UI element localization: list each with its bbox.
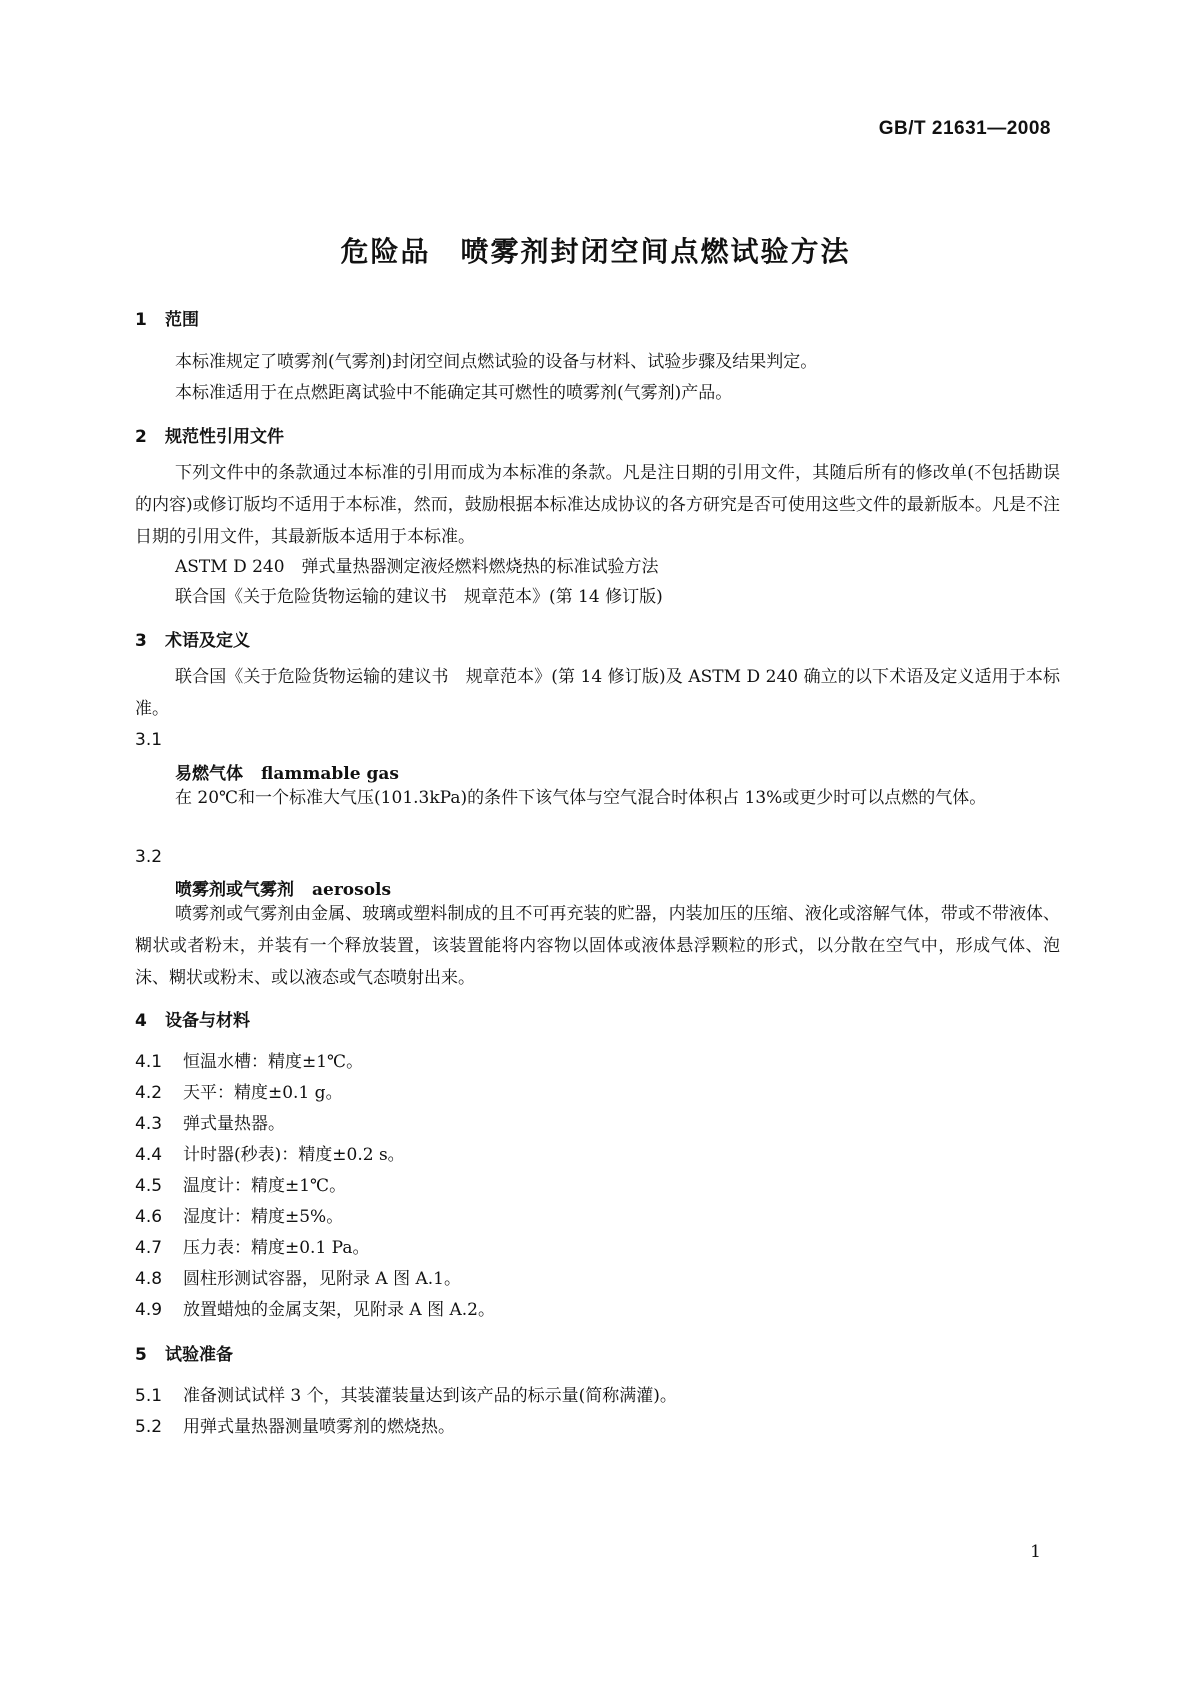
section-title: 设备与材料 (165, 1011, 250, 1031)
term-english: flammable gas (261, 764, 399, 784)
item-number: 4.2 (135, 1083, 163, 1103)
section-number: 3 (135, 631, 147, 651)
item-text: 湿度计：精度±5%。 (183, 1207, 344, 1227)
list-item (135, 1140, 405, 1165)
section-1-heading (135, 305, 199, 330)
section-title: 试验准备 (165, 1345, 233, 1365)
term-chinese: 喷雾剂或气雾剂 (175, 880, 294, 900)
term-3-1-heading (175, 759, 399, 784)
section-5-heading (135, 1340, 233, 1365)
standard-number: GB/T 21631—2008 (878, 118, 1051, 139)
list-item (135, 1264, 461, 1289)
reference-astm: ASTM D 240 弹式量热器测定液烃燃料燃烧热的标准试验方法 (175, 557, 659, 577)
item-text: 准备测试试样 3 个，其装灌装量达到该产品的标示量(简称满灌)。 (183, 1386, 677, 1406)
item-text: 压力表：精度±0.1 Pa。 (183, 1238, 370, 1258)
section-title: 术语及定义 (165, 631, 250, 651)
section-number: 5 (135, 1345, 147, 1365)
list-item (135, 1047, 363, 1072)
item-text: 用弹式量热器测量喷雾剂的燃烧热。 (183, 1417, 455, 1437)
item-number: 4.7 (135, 1238, 163, 1258)
section-number: 1 (135, 310, 147, 330)
item-number: 4.4 (135, 1145, 163, 1165)
item-number: 4.8 (135, 1269, 163, 1289)
list-item (135, 1171, 346, 1196)
item-text: 计时器(秒表)：精度±0.2 s。 (183, 1145, 405, 1165)
item-number: 4.1 (135, 1052, 163, 1072)
section-3-paragraph: 联合国《关于危险货物运输的建议书 规章范本》(第 14 修订版)及 ASTM D 240 确立的以下术语及定义适用于本标准。 (135, 667, 1060, 719)
item-number: 4.6 (135, 1207, 163, 1227)
term-3-2-heading (175, 875, 391, 900)
reference-un: 联合国《关于危险货物运输的建议书 规章范本》(第 14 修订版) (175, 587, 663, 607)
item-number: 5.1 (135, 1386, 163, 1406)
list-item (135, 1202, 343, 1227)
term-3-2-definition: 喷雾剂或气雾剂由金属、玻璃或塑料制成的且不可再充装的贮器，内装加压的压缩、液化或溶解气体，带或不带液体、糊状或者粉末，并装有一个释放装置，该装置能将内容物以固体或液体悬浮颗粒的形式，以分散在空气中，形成气体、泡沫、糊状或粉末、或以液态或气态喷射出来。 (135, 904, 1060, 988)
list-item (135, 1412, 455, 1437)
item-number: 5.2 (135, 1417, 163, 1437)
term-english: aerosols (312, 880, 392, 900)
section-2-paragraph: 下列文件中的条款通过本标准的引用而成为本标准的条款。凡是注日期的引用文件，其随后所有的修改单(不包括勘误的内容)或修订版均不适用于本标准，然而，鼓励根据本标准达成协议的各方研究是否可使用这些文件的最新版本。凡是不注日期的引用文件，其最新版本适用于本标准。 (135, 463, 1060, 547)
section-4-heading (135, 1006, 250, 1031)
term-chinese: 易燃气体 (175, 764, 243, 784)
list-item (135, 1233, 370, 1258)
section-number: 2 (135, 427, 147, 447)
section-2-heading (135, 422, 284, 447)
section-number: 4 (135, 1011, 147, 1031)
item-text: 弹式量热器。 (183, 1114, 285, 1134)
term-3-1-definition: 在 20℃和一个标准大气压(101.3kPa)的条件下该气体与空气混合时体积占 13%或更少时可以点燃的气体。 (175, 788, 987, 808)
section-1-paragraph-1: 本标准规定了喷雾剂(气雾剂)封闭空间点燃试验的设备与材料、试验步骤及结果判定。 (175, 352, 818, 372)
item-text: 放置蜡烛的金属支架，见附录 A 图 A.2。 (183, 1300, 495, 1320)
list-item (135, 1295, 495, 1320)
list-item (135, 1109, 285, 1134)
item-text: 温度计：精度±1℃。 (183, 1176, 347, 1196)
term-3-2-number: 3.2 (135, 847, 163, 867)
page-title: 危险品 喷雾剂封闭空间点燃试验方法 (340, 235, 851, 268)
section-1-paragraph-2: 本标准适用于在点燃距离试验中不能确定其可燃性的喷雾剂(气雾剂)产品。 (175, 383, 733, 403)
page-number: 1 (1030, 1542, 1041, 1562)
item-number: 4.9 (135, 1300, 163, 1320)
section-title: 范围 (165, 310, 199, 330)
item-number: 4.5 (135, 1176, 163, 1196)
item-number: 4.3 (135, 1114, 163, 1134)
section-title: 规范性引用文件 (165, 427, 284, 447)
term-3-1-number: 3.1 (135, 730, 163, 750)
list-item (135, 1078, 343, 1103)
item-text: 天平：精度±0.1 g。 (183, 1083, 343, 1103)
item-text: 圆柱形测试容器，见附录 A 图 A.1。 (183, 1269, 461, 1289)
item-text: 恒温水槽：精度±1℃。 (183, 1052, 364, 1072)
section-3-heading (135, 626, 250, 651)
list-item (135, 1381, 677, 1406)
